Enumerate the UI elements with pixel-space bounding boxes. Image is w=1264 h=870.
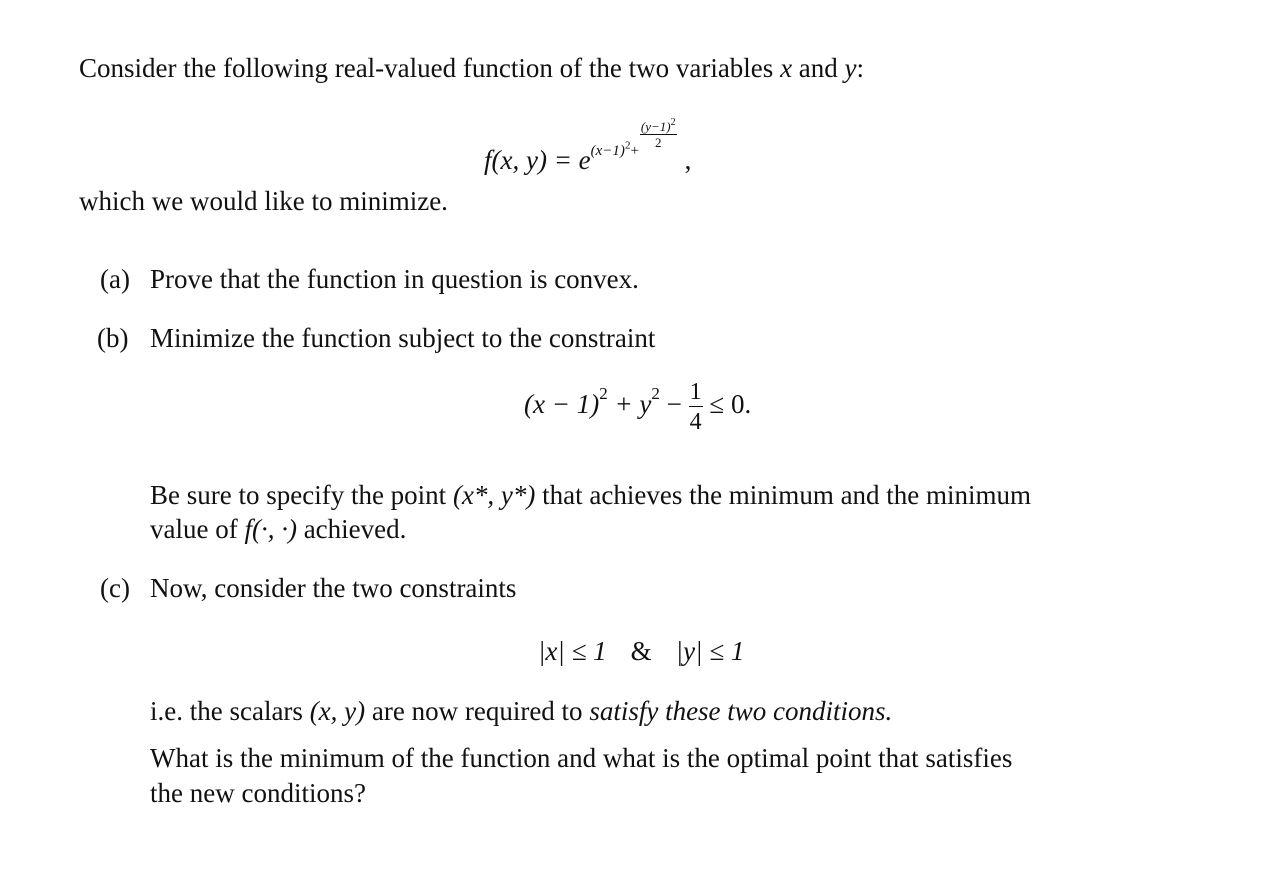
function-exponent [590, 117, 677, 159]
intro-colon: : [856, 53, 865, 83]
constraint-sq2: 2 [651, 383, 660, 403]
part-c-label: (c) [100, 573, 130, 603]
note-text-a: Be sure to specify the point [150, 480, 453, 510]
constraint-x: |x| ≤ 1 [538, 636, 607, 666]
exponent-main: (x−1) [590, 142, 625, 159]
var-y: y [844, 53, 857, 83]
function-equation [484, 118, 691, 174]
constraint-sq1: 2 [599, 383, 608, 403]
part-c-constraints [538, 638, 744, 665]
ie-pair: (x, y) [309, 696, 366, 726]
part-c [100, 575, 516, 602]
var-x: x [780, 53, 793, 83]
exponent-square: 2 [624, 139, 631, 152]
constraint-minus: − [659, 389, 689, 420]
note-point: (x*, y*) [452, 480, 536, 510]
part-b-label: (b) [97, 323, 129, 353]
note-text-b: that achieves the minimum and the minimum [535, 480, 1032, 510]
function-lhs: f(x, y) = e [484, 145, 591, 176]
constraint-amp: & [630, 636, 652, 666]
constraint-fraction [689, 380, 703, 434]
minimize-text: which we would like to minimize. [79, 186, 448, 216]
note-achieved: achieved. [296, 514, 407, 544]
constraint-y: |y| ≤ 1 [675, 636, 745, 666]
exponent-fraction-denominator: 2 [655, 135, 662, 150]
part-a-label: (a) [100, 264, 130, 294]
function-trail-comma: , [684, 145, 692, 176]
constraint-fraction-denominator: 4 [689, 409, 702, 435]
constraint-fraction-numerator: 1 [689, 379, 702, 405]
part-c-text: Now, consider the two constraints [150, 573, 517, 603]
part-b-note-line1 [150, 482, 1031, 509]
intro-and: and [792, 53, 845, 83]
ie-italic: satisfy these two conditions. [589, 696, 893, 726]
part-b-note-line2 [150, 516, 406, 543]
part-b-constraint [524, 380, 751, 434]
exponent-fraction-numerator: (y−1) [640, 119, 671, 134]
ie-text-a: i.e. the scalars [150, 696, 310, 726]
part-b-text: Minimize the function subject to the constraint [150, 323, 656, 353]
intro-text: Consider the following real-valued function of the two variables [79, 53, 781, 83]
constraint-mid: + y [607, 389, 652, 420]
constraint-lhs: (x − 1) [524, 389, 600, 420]
constraint-rhs: ≤ 0. [702, 389, 752, 420]
ie-text-b: are now required to [365, 696, 590, 726]
part-c-question-line2: the new conditions? [150, 778, 366, 808]
intro-line [79, 55, 864, 82]
note-f: f(·, ·) [244, 514, 297, 544]
part-a-text: Prove that the function in question is convex. [150, 264, 639, 294]
part-c-ie [150, 698, 892, 725]
note-value-of: value of [150, 514, 245, 544]
part-b [97, 325, 655, 352]
part-c-question-line1: What is the minimum of the function and what is the optimal point that satisfies [150, 743, 1013, 773]
exponent-plus: + [630, 142, 639, 159]
exponent-fraction [640, 118, 677, 149]
exponent-fraction-numerator-square: 2 [670, 117, 676, 128]
part-a [100, 266, 639, 293]
